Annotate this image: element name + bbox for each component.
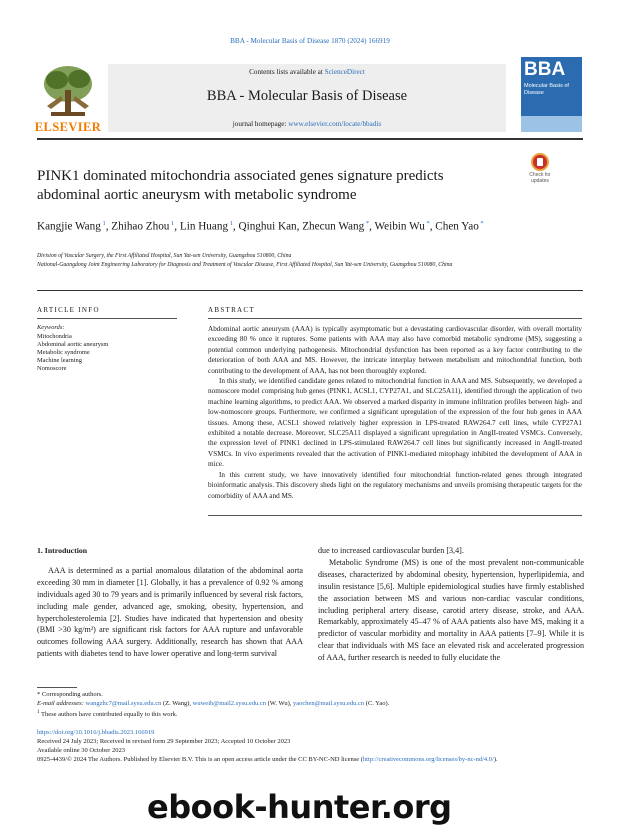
- author-mark: 1: [169, 220, 175, 227]
- author-mark: 1: [100, 220, 106, 227]
- license-link[interactable]: http://creativecommons.org/licenses/by-nc-nd/4.0/: [362, 756, 494, 763]
- author-mark: *: [478, 220, 484, 227]
- keywords-label: Keywords:: [37, 324, 65, 331]
- keyword-item: Metabolic syndrome: [37, 349, 90, 356]
- author-mark: *: [364, 220, 370, 227]
- online-date: Available online 30 October 2023: [37, 747, 125, 754]
- watermark: ebook-hunter.org: [147, 788, 452, 826]
- abstract-end-rule: [208, 515, 582, 516]
- elsevier-tree-logo: [37, 62, 99, 120]
- abstract-rule: [208, 318, 582, 319]
- abstract-heading: ABSTRACT: [208, 306, 255, 314]
- running-header[interactable]: BBA - Molecular Basis of Disease 1870 (2024) 166919: [230, 37, 390, 45]
- abstract-paragraph: Abdominal aortic aneurysm (AAA) is typically asymptomatic but a devastating cardiovascular disorder, with overall mortality exceeding 80 % once it ruptures. Some patients with AAA may also have comorbid metabolic syndrome (MS), suggesting a potential common underlying pathogenesis. Mitochondrial dysfunction has been reported as a key factor contributing to the deterioration of both AAA and MS. However, the intricate interplay between metabolism and mitochondrial function, both contributing to the development of AAA, has not been thoroughly explored.: [208, 325, 582, 375]
- author-name[interactable]: Qinghui Kan: [238, 220, 297, 233]
- keyword-item: Mitochondria: [37, 333, 72, 340]
- elsevier-wordmark: ELSEVIER: [34, 120, 102, 134]
- email-link[interactable]: yaochen@mail.sysu.edu.cn: [293, 700, 365, 707]
- author-name[interactable]: Lin Huang: [179, 220, 229, 233]
- article-title: PINK1 dominated mitochondria associated genes signature predicts abdominal aortic aneurysm with metabolic syndrome: [37, 168, 444, 203]
- journal-name: BBA - Molecular Basis of Disease: [206, 88, 408, 104]
- journal-homepage: journal homepage: www.elsevier.com/locate/bbadis: [232, 120, 382, 128]
- email-addresses: E-mail addresses: wangzhc7@mail.sysu.edu.cn (Z. Wang), wuweib@mail2.sysu.edu.cn (W. Wu), yaochen@mail.sysu.edu.cn (C. Yao).: [37, 700, 390, 707]
- keyword-item: Machine learning: [37, 357, 82, 364]
- author-name[interactable]: Weibin Wu: [374, 220, 425, 233]
- equal-contribution-note: $^1$ These authors have contributed equally to this work.: [37, 710, 178, 719]
- check-updates-icon: [531, 153, 549, 171]
- contents-line: Contents lists available at ScienceDirect: [249, 68, 365, 76]
- check-for-updates-badge[interactable]: Check for updates: [522, 153, 558, 187]
- email-link[interactable]: wangzhc7@mail.sysu.edu.cn: [85, 700, 162, 707]
- author-name[interactable]: Zhihao Zhou: [111, 220, 170, 233]
- abstract-paragraph: In this study, we identified candidate genes related to mitochondrial function in AAA and MS. Subsequently, we developed a nomoscore model comprising hub genes (PINK1, ACSL1, CYP27A1, and SLC25A11), identified through the application of two machine learning algorithms, to predict AAA. We observed a marked disparity in immune infiltration profiles between high- and low-nomoscore groups. Furthermore, we confirmed a significant upregulation of the expression of the four hub genes in AAA tissues. Among these, ACSL1 showed relatively higher expression in LPS-treated RAW264.7 cell lines, while CYP27A1 exhibited a notable decrease. Moreover, SLC25A11 displayed a significant upregulation in AngII-treated VSMCs. Conversely, the expression level of PINK1 declined in LPS-stimulated RAW264.7 cell lines but significantly increased in AngII-treated VSMCs. In vivo experiments revealed that the activation of PINK1-mediated mitophagy inhibited the development of AAA in mice.: [208, 377, 582, 469]
- keyword-item: Nomoscore: [37, 365, 67, 372]
- license-statement: 0925-4439/© 2024 The Authors. Published by Elsevier B.V. This is an open access article under the CC BY-NC-ND license (http://creativecommons.org/licenses/by-nc-nd/4.0/).: [37, 756, 498, 763]
- body-right-column: [318, 545, 584, 664]
- corresponding-note: * Corresponding authors.: [37, 691, 103, 698]
- abstract-body: [208, 324, 582, 501]
- journal-header: [108, 64, 506, 132]
- journal-cover-image: [521, 57, 582, 132]
- received-dates: Received 24 July 2023; Received in revised form 29 September 2023; Accepted 10 October 2023: [37, 738, 291, 745]
- header-divider: [37, 138, 583, 140]
- affiliation-divider: [37, 290, 583, 291]
- doi-link[interactable]: https://doi.org/10.1016/j.bbadis.2023.166919: [37, 729, 155, 736]
- article-info-rule: [37, 318, 177, 319]
- keyword-item: Abdominal aortic aneurysm: [37, 341, 109, 348]
- cover-stripe: [521, 116, 582, 132]
- body-paragraph-continuation: due to increased cardiovascular burden [3,4].: [318, 546, 464, 555]
- author-mark: 1: [228, 220, 233, 227]
- body-paragraph: AAA is determined as a partial anomalous dilatation of the abdominal aorta exceeding 30 mm in diameter [1]. Globally, it has a prevalence of 0.92 % among individuals aged 30 to 79 years and is primarily influenced by several risk factors, including male gender, advanced age, smoking, obesity, hypertension, and hypercholesterolemia [2]. Studies have indicated that hypertension and obesity (BMI >30 kg/m²) are significant risk factors for AAA rupture and unfavorable outcomes following AAA surgery. Additionally, research has shown that AAA patients with diabetes tend to have lower operative and long-term survival: [37, 565, 303, 659]
- sciencedirect-link[interactable]: ScienceDirect: [324, 68, 365, 76]
- author-mark: *: [424, 220, 430, 227]
- article-info-heading: ARTICLE INFO: [37, 306, 100, 314]
- abstract-paragraph: In this current study, we have innovatively identified four mitochondrial function-related genes through integrated bioinformatic analysis. This discovery sheds light on the regulatory mechanisms and unveils promising therapeutic targets for the comorbidity of AAA and MS.: [208, 470, 582, 500]
- footnote-rule: [37, 687, 77, 688]
- author-name[interactable]: Chen Yao: [435, 220, 479, 233]
- section-title-introduction: 1. Introduction: [37, 546, 88, 555]
- author-name[interactable]: Kangjie Wang: [37, 220, 101, 233]
- author-name[interactable]: Zhecun Wang: [302, 220, 365, 233]
- body-left-column: [37, 545, 303, 660]
- homepage-link[interactable]: www.elsevier.com/locate/bbadis: [288, 120, 382, 128]
- body-paragraph: Metabolic Syndrome (MS) is one of the most prevalent non-communicable diseases, characterized by abdominal obesity, hypertension, hyperlipidemia, and insulin resistance [5,6]. Multiple epidemiological studies have firmly established the association between MS and various non-cardiac vascular conditions, including peripheral artery disease, carotid artery disease, stroke, and AAA. Remarkably, approximately 45–47 % of AAA patients also have MS, making it a predictor of vascular morbidity and mortality in AAA patients [7–9]. While it is clear that individuals with MS face an elevated risk and accelerated progression of AAA, further research is needed to fully elucidate the: [318, 557, 584, 663]
- author-list: Kangjie Wang $^1$, Zhihao Zhou $^1$, Lin Huang $^1$, Qinghui Kan, Zhecun Wang *, Weibin Wu *, Chen Yao *: [37, 220, 484, 233]
- affiliation-2: National-Guangdong Joint Engineering Laboratory for Diagnosis and Treatment of Vascular Disease, First Affiliated Hospital, Sun Yat-sen University, Guangzhou 510080, China: [37, 262, 453, 268]
- cover-title: BBA: [524, 59, 566, 80]
- email-link[interactable]: wuweib@mail2.sysu.edu.cn: [192, 700, 266, 707]
- cover-subtitle: Molecular Basis of Disease: [524, 83, 569, 96]
- affiliation-1: Division of Vascular Surgery, the First Affiliated Hospital, Sun Yat-sen University, Guangzhou 510800, China: [37, 253, 292, 259]
